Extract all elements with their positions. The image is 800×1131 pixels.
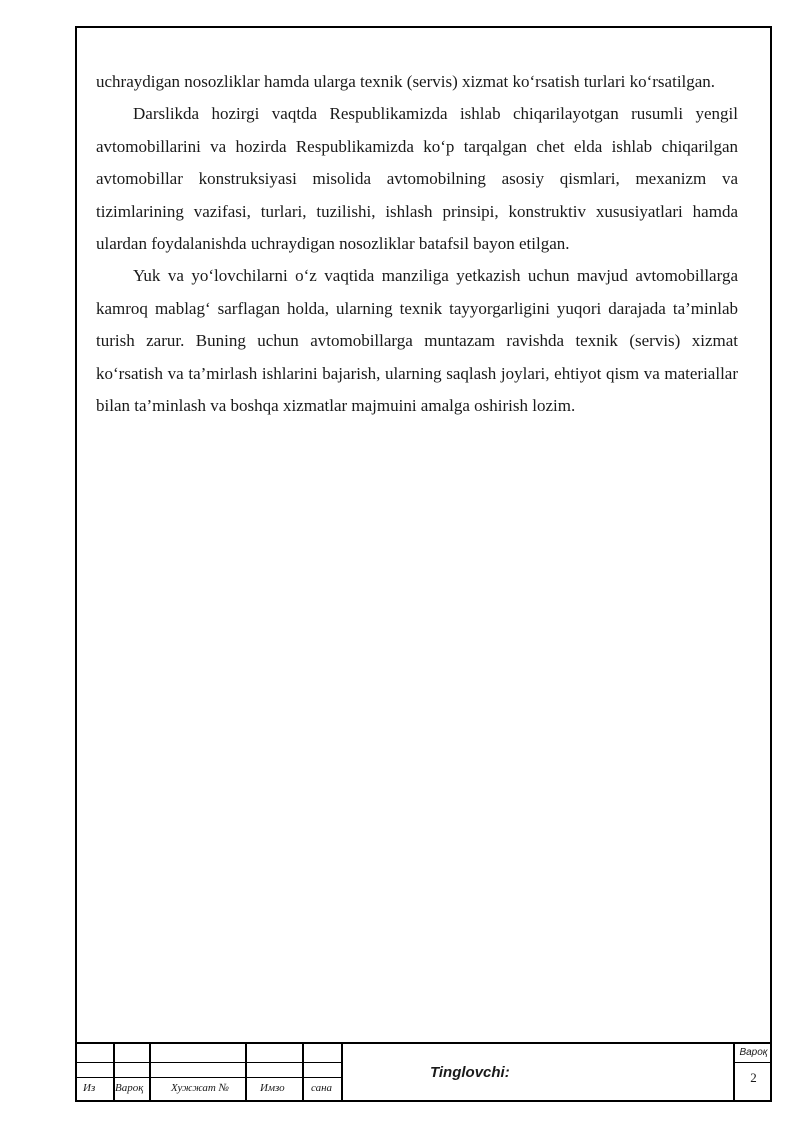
sheet-label: Варoқ xyxy=(739,1047,768,1058)
stamp-col-line-2 xyxy=(149,1044,151,1102)
stamp-col-line-4 xyxy=(302,1044,304,1102)
document-body xyxy=(96,66,738,422)
stamp-grid xyxy=(75,1044,341,1102)
stamp-col-sana: сана xyxy=(311,1082,333,1094)
sheet-number: 2 xyxy=(750,1070,757,1085)
paragraph-darslik: Darslikda hozirgi vaqtda Respublikamizda ishlab chiqarilayotgan rusumli yengil avtomobillarini va hozirda Respublikamizda ko‘p tarqalgan chet elda ishlab chiqarilgan avtomobillar konstruksiyasi misolida avtomobilning asosiy qismlari, mexanizm va tizimlarining vazifasi, turlari, tuzilishi, ishlash prinsipi, konstruktiv xususiyatlari hamda ulardan foydalanishda uchraydigan nosozliklar batafsil bayon etilgan. xyxy=(96,104,738,254)
stamp-title: Tinglovchi: xyxy=(430,1064,510,1081)
paragraph-yuk: Yuk va yo‘lovchilarni o‘z vaqtida manziliga yetkazish uchun mavjud avtomobillarga kamroq mablag‘ sarflagan holda, ularning texnik tayyorgarligini yuqori darajada ta’minlab turish zarur. Buning uchun avtomobillarga muntazam ravishda texnik (servis) xizmat ko‘rsatish va ta’mirlash ishlarini bajarish, ularning saqlash joylari, ehtiyot qism va materiallar bilan ta’minlash va boshqa xizmatlar majmuini amalga oshirish lozim. xyxy=(96,266,738,416)
paragraph-continuation: uchraydigan nosozliklar hamda ularga texnik (servis) xizmat ko‘rsatish turlari ko‘rsatilgan. xyxy=(96,72,716,91)
sheet-divider xyxy=(735,1062,772,1063)
stamp-col-line-3 xyxy=(245,1044,247,1102)
stamp-col-hujjat: Хужжат № xyxy=(171,1082,229,1094)
stamp-col-varoq: Варoқ xyxy=(115,1082,144,1094)
sheet-box xyxy=(733,1044,772,1102)
stamp-col-imzo: Имзо xyxy=(260,1082,285,1094)
stamp-col-line-5 xyxy=(341,1044,343,1102)
stamp-col-iz: Из xyxy=(83,1082,96,1094)
title-block xyxy=(75,1042,772,1102)
